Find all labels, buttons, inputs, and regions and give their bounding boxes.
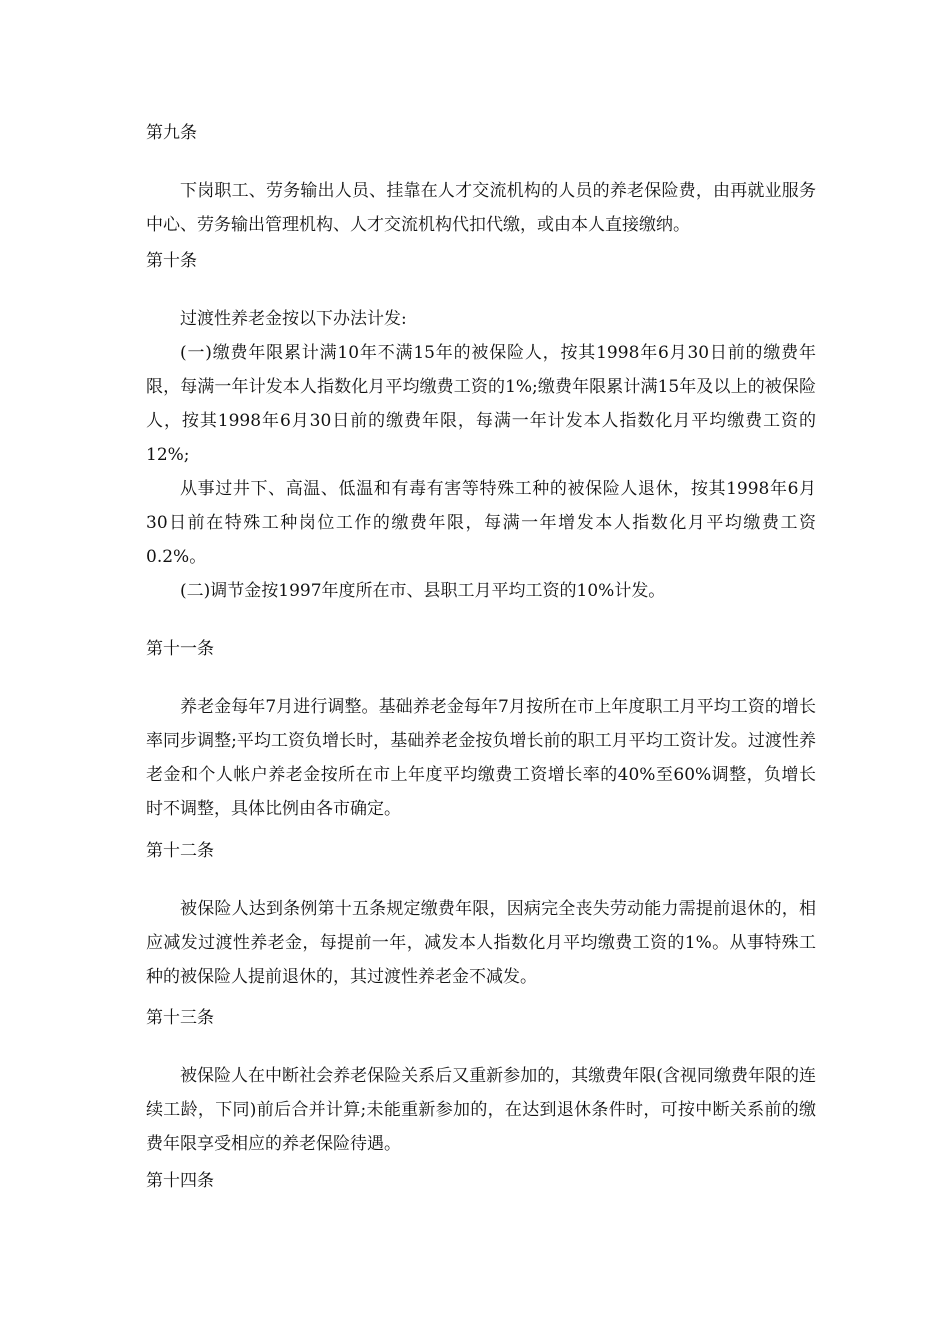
article-heading: 第十一条 xyxy=(146,639,214,659)
article-paragraph: 过渡性养老金按以下办法计发: xyxy=(180,309,407,329)
article-14 xyxy=(146,1166,816,1196)
article-11 xyxy=(146,634,816,826)
article-13 xyxy=(146,1003,816,1161)
article-paragraph: (二)调节金按1997年度所在市、县职工月平均工资的10%计发。 xyxy=(180,581,666,601)
article-paragraph: (一)缴费年限累计满10年不满15年的被保险人，按其1998年6月30日前的缴费年限，每满一年计发本人指数化月平均缴费工资的1%;缴费年限累计满15年及以上的被保险人，按其1998年6月30日前的缴费年限，每满一年计发本人指数化月平均缴费工资的12%; xyxy=(146,343,816,465)
article-heading: 第九条 xyxy=(146,123,197,143)
article-10 xyxy=(146,246,816,608)
article-paragraph: 养老金每年7月进行调整。基础养老金每年7月按所在市上年度职工月平均工资的增长率同步调整;平均工资负增长时，基础养老金按负增长前的职工月平均工资计发。过渡性养老金和个人帐户养老金按所在市上年度平均缴费工资增长率的40%至60%调整，负增长时不调整，具体比例由各市确定。 xyxy=(146,697,816,819)
article-paragraph: 被保险人达到条例第十五条规定缴费年限，因病完全丧失劳动能力需提前退休的，相应减发过渡性养老金，每提前一年，减发本人指数化月平均缴费工资的1%。从事特殊工种的被保险人提前退休的，其过渡性养老金不减发。 xyxy=(146,899,816,987)
article-9 xyxy=(146,118,816,242)
article-paragraph: 下岗职工、劳务输出人员、挂靠在人才交流机构的人员的养老保险费，由再就业服务中心、劳务输出管理机构、人才交流机构代扣代缴，或由本人直接缴纳。 xyxy=(146,181,816,235)
article-12 xyxy=(146,836,816,994)
article-heading: 第十条 xyxy=(146,251,197,271)
article-heading: 第十二条 xyxy=(146,841,214,861)
article-heading: 第十三条 xyxy=(146,1008,214,1028)
article-paragraph: 从事过井下、高温、低温和有毒有害等特殊工种的被保险人退休，按其1998年6月30日前在特殊工种岗位工作的缴费年限，每满一年增发本人指数化月平均缴费工资0.2%。 xyxy=(146,479,816,567)
article-heading: 第十四条 xyxy=(146,1171,214,1191)
article-paragraph: 被保险人在中断社会养老保险关系后又重新参加的，其缴费年限(含视同缴费年限的连续工龄，下同)前后合并计算;未能重新参加的，在达到退休条件时，可按中断关系前的缴费年限享受相应的养老保险待遇。 xyxy=(146,1066,816,1154)
